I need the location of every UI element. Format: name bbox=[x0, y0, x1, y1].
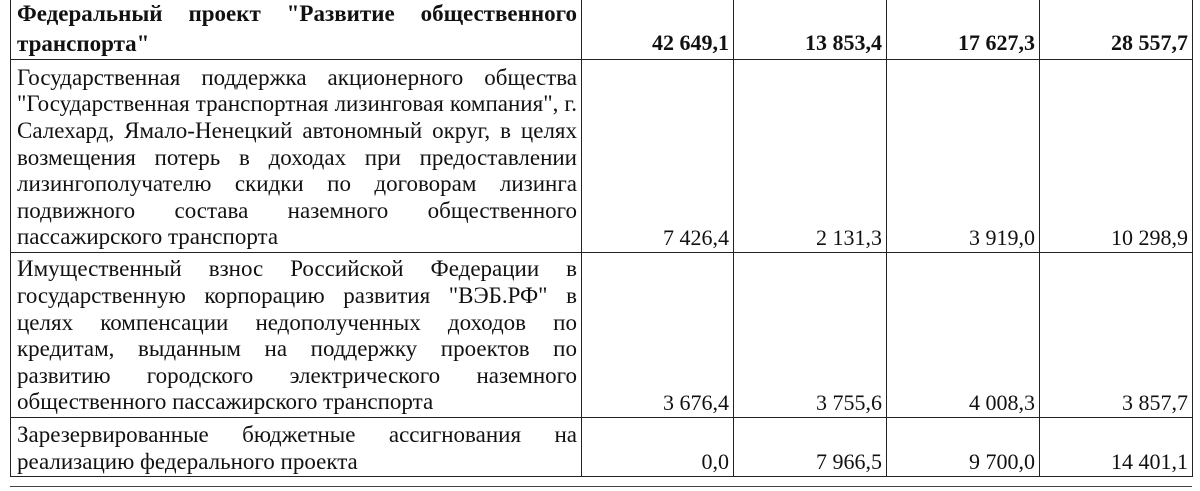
table-cell-value: 28 557,7 bbox=[1040, 0, 1193, 60]
budget-table bbox=[10, 0, 1193, 477]
table-cell-value: 3 857,7 bbox=[1040, 253, 1193, 418]
federal-project-name: Федеральный проект "Развитие общественного транспорта" bbox=[11, 0, 582, 60]
table-cell-value: 9 700,0 bbox=[887, 418, 1040, 477]
table-cell-value: 7 426,4 bbox=[582, 60, 734, 253]
table-cell-value: 2 131,3 bbox=[734, 60, 887, 253]
table-cell-value: 3 755,6 bbox=[734, 253, 887, 418]
table-row-leasing-support bbox=[11, 60, 1193, 253]
veb-contribution-name: Имущественный взнос Российской Федерации в государственную корпорацию развития "ВЭБ.РФ" в целях компенсации недополученных доходов по кредитам, выданным на поддержку проектов по развитию городского электрического наземного общественного пассажирского транспорта bbox=[11, 253, 582, 418]
reserved-allocations-name: Зарезервированные бюджетные ассигнования на реализацию федерального проекта bbox=[11, 418, 582, 477]
table-cell-value: 14 401,1 bbox=[1040, 418, 1193, 477]
table-row-veb-contribution bbox=[11, 253, 1193, 418]
table-cell-value: 7 966,5 bbox=[734, 418, 887, 477]
table-cell-value: 4 008,3 bbox=[887, 253, 1040, 418]
table-cell-value: 3 919,0 bbox=[887, 60, 1040, 253]
page-bottom-rule bbox=[10, 486, 1192, 487]
table-cell-value: 13 853,4 bbox=[734, 0, 887, 60]
table-cell-value: 10 298,9 bbox=[1040, 60, 1193, 253]
table-row-federal-project bbox=[11, 0, 1193, 60]
table-cell-value: 0,0 bbox=[582, 418, 734, 477]
table-cell-value: 42 649,1 bbox=[582, 0, 734, 60]
table-cell-value: 3 676,4 bbox=[582, 253, 734, 418]
table-row-reserved-allocations bbox=[11, 418, 1193, 477]
table-cell-value: 17 627,3 bbox=[887, 0, 1040, 60]
leasing-support-name: Государственная поддержка акционерного общества "Государственная транспортная лизинговая компания", г. Салехард, Ямало-Ненецкий автономный округ, в целях возмещения потерь в доходах при предоставлении лизингополучателю скидки по договорам лизинга подвижного состава наземного общественного пассажирского транспорта bbox=[11, 60, 582, 253]
